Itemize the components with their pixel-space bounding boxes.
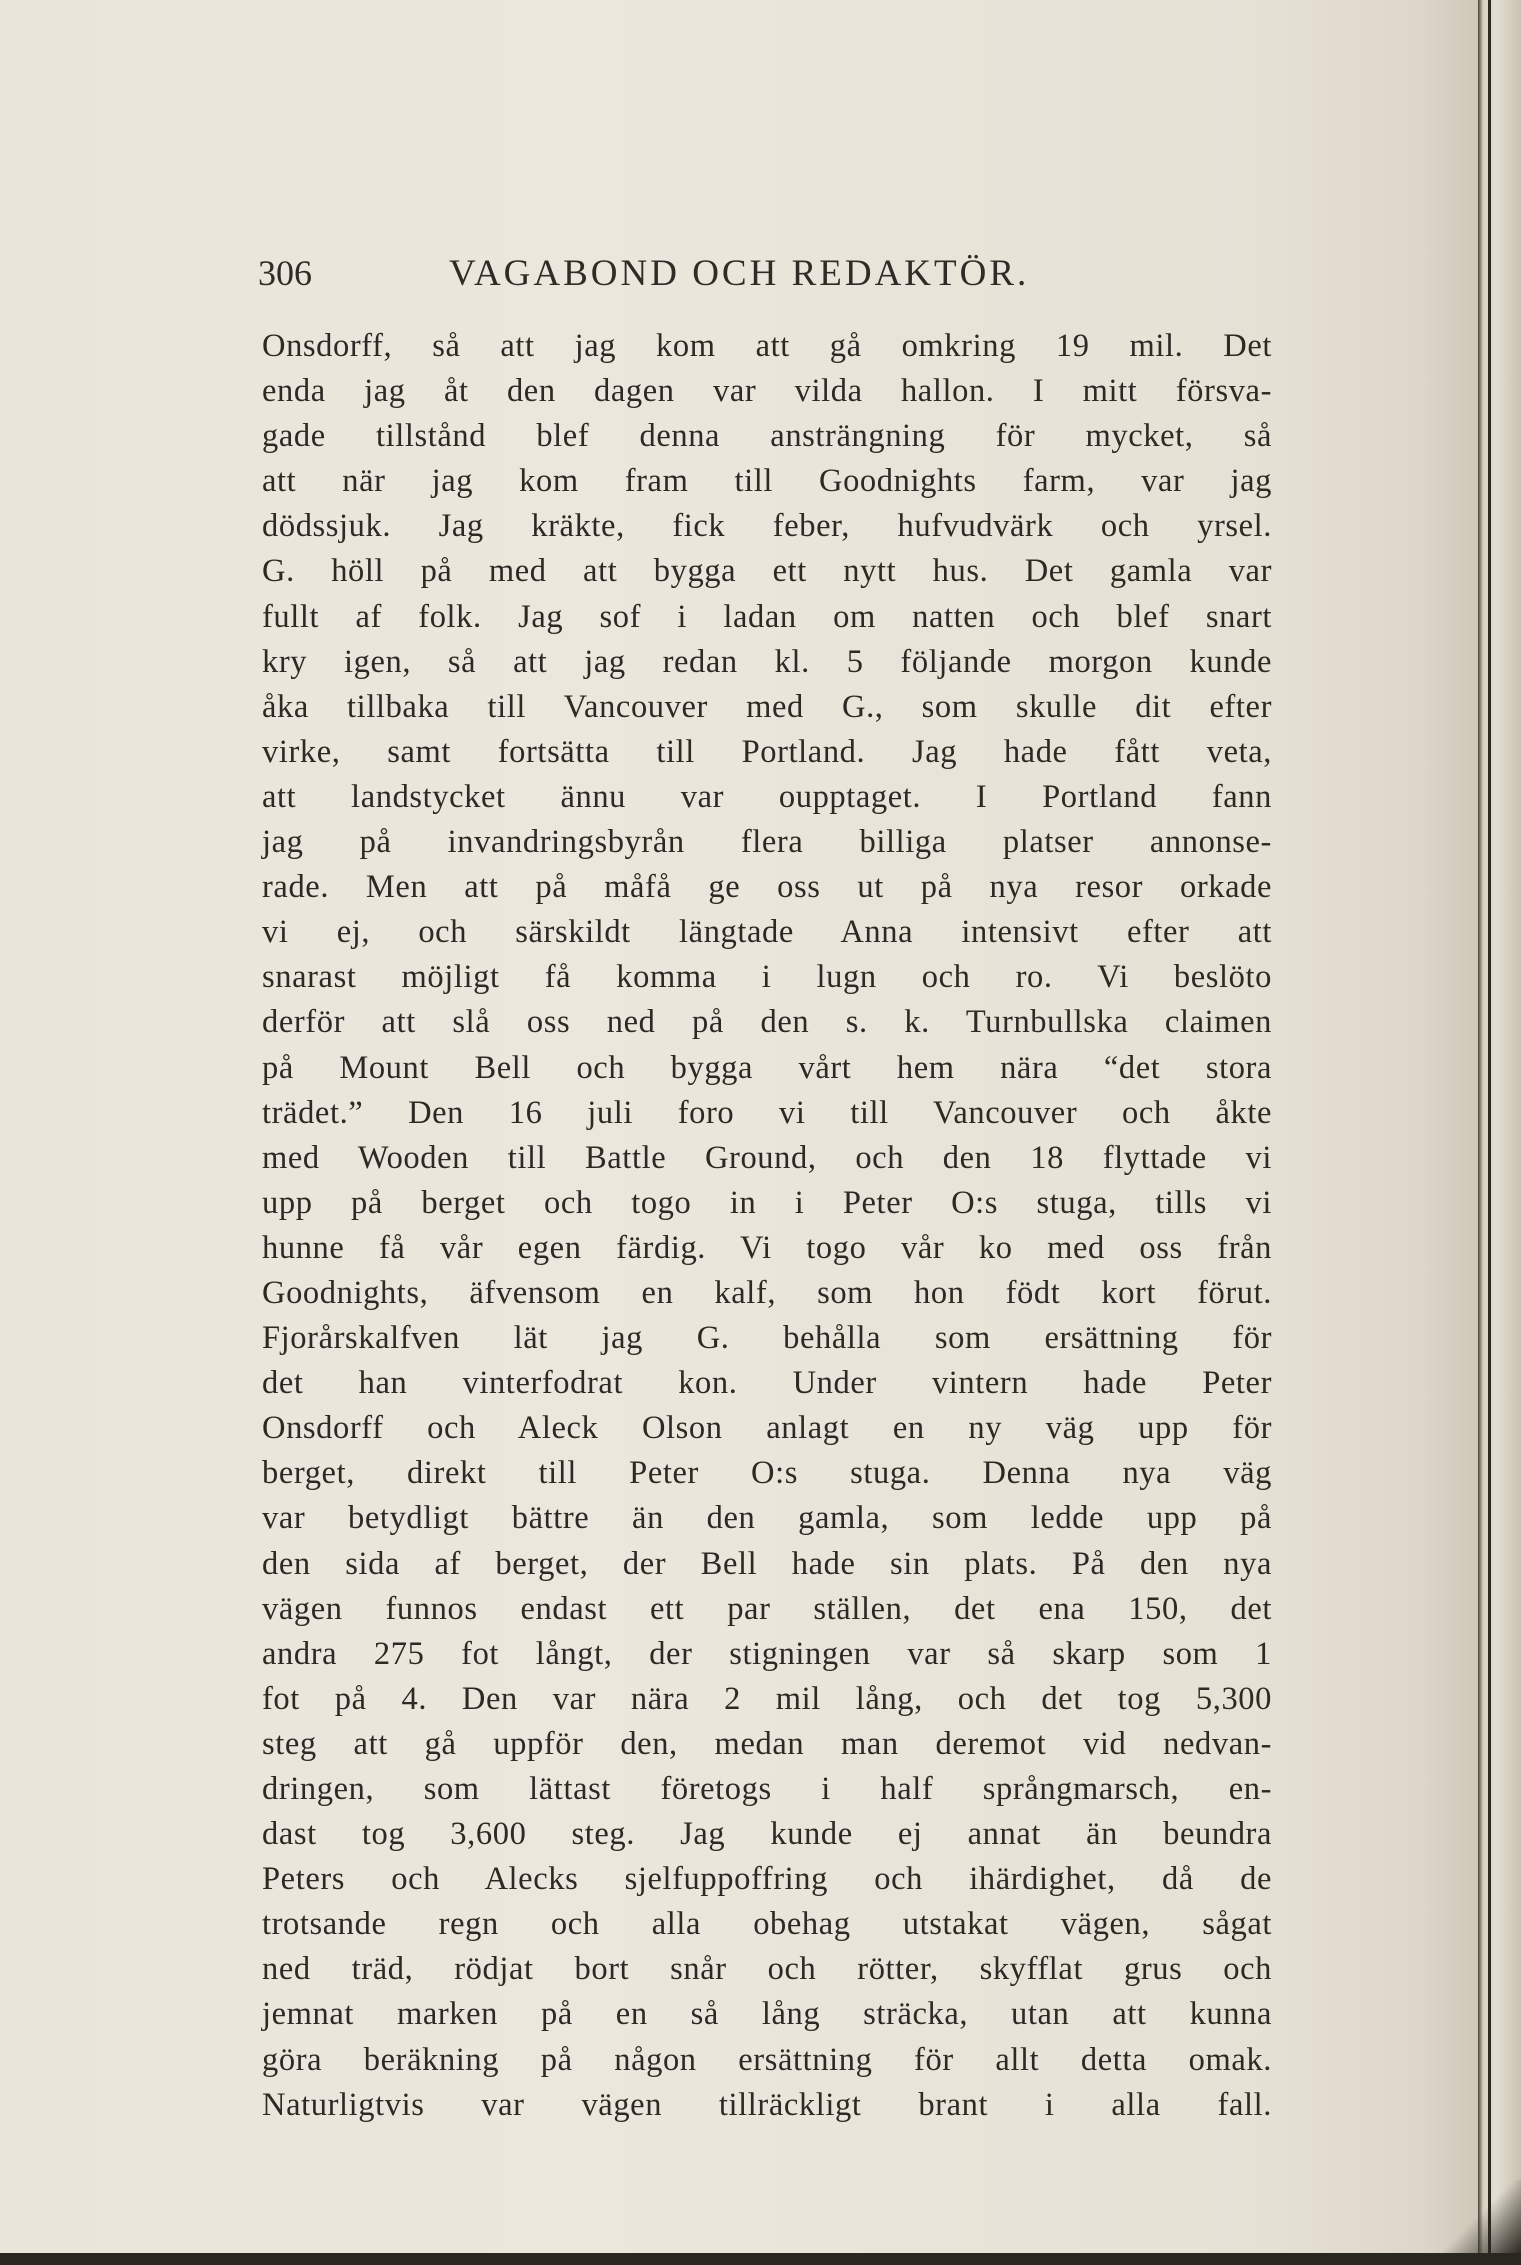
text-line: att när jag kom fram till Goodnights farm, var jag (262, 463, 1272, 500)
text-line: virke, samt fortsätta till Portland. Jag hade fått veta, (262, 733, 1272, 770)
text-line: trotsande regn och alla obehag utstakat vägen, sågat (262, 1906, 1272, 1943)
text-line: dödssjuk. Jag kräkte, fick feber, hufvudvärk och yrsel. (262, 508, 1272, 545)
text-line: göra beräkning på någon ersättning för allt detta omak. (262, 2041, 1272, 2078)
text-line: rade. Men att på måfå ge oss ut på nya resor orkade (262, 869, 1272, 906)
text-line: andra 275 fot långt, der stigningen var så skarp som 1 (262, 1635, 1272, 1672)
text-line: det han vinterfodrat kon. Under vintern hade Peter (262, 1365, 1272, 1402)
text-line: G. höll på med att bygga ett nytt hus. Det gamla var (262, 553, 1272, 590)
text-line: steg att gå uppför den, medan man deremot vid nedvan- (262, 1725, 1272, 1762)
page-bottom-edge (0, 2253, 1521, 2265)
text-line: upp på berget och togo in i Peter O:s stuga, tills vi (262, 1184, 1272, 1221)
text-line: på Mount Bell och bygga vårt hem nära “det stora (262, 1049, 1272, 1086)
text-line: snarast möjligt få komma i lugn och ro. Vi beslöto (262, 959, 1272, 996)
text-line: gade tillstånd blef denna ansträngning för mycket, så (262, 418, 1272, 455)
text-line: derför att slå oss ned på den s. k. Turnbullska claimen (262, 1004, 1272, 1041)
text-line: åka tillbaka till Vancouver med G., som skulle dit efter (262, 688, 1272, 725)
text-line: kry igen, så att jag redan kl. 5 följande morgon kunde (262, 643, 1272, 680)
binding-edge-line (1488, 0, 1491, 2265)
text-line: fullt af folk. Jag sof i ladan om natten och blef snart (262, 598, 1272, 635)
text-line: vi ej, och särskildt längtade Anna intensivt efter att (262, 914, 1272, 951)
text-line: fot på 4. Den var nära 2 mil lång, och det tog 5,300 (262, 1680, 1272, 1717)
text-line: var betydligt bättre än den gamla, som ledde upp på (262, 1500, 1272, 1537)
text-line: att landstycket ännu var oupptaget. I Portland fann (262, 778, 1272, 815)
text-line: hunne få vår egen färdig. Vi togo vår ko med oss från (262, 1229, 1272, 1266)
book-binding (1478, 0, 1521, 2265)
text-line: Naturligtvis var vägen tillräckligt brant i alla fall. (262, 2086, 1272, 2123)
text-line: berget, direkt till Peter O:s stuga. Denna nya väg (262, 1455, 1272, 1492)
running-head (258, 250, 1288, 310)
text-line: jag på invandringsbyrån flera billiga platser annonse- (262, 824, 1272, 861)
text-line: ned träd, rödjat bort snår och rötter, skyfflat grus och (262, 1951, 1272, 1988)
text-line: dringen, som lättast företogs i half språngmarsch, en- (262, 1771, 1272, 1807)
text-line: trädet.” Den 16 juli foro vi till Vancouver och åkte (262, 1094, 1272, 1131)
text-line: dast tog 3,600 steg. Jag kunde ej annat än beundra (262, 1816, 1272, 1853)
page-corner-shadow (1430, 2180, 1521, 2255)
text-line: med Wooden till Battle Ground, och den 18 flyttade vi (262, 1139, 1272, 1176)
text-line: vägen funnos endast ett par ställen, det ena 150, det (262, 1590, 1272, 1627)
text-line: Fjorårskalfven lät jag G. behålla som ersättning för (262, 1320, 1272, 1357)
page-number: 306 (258, 253, 312, 293)
text-line: Onsdorff och Aleck Olson anlagt en ny väg upp för (262, 1410, 1272, 1447)
running-title: VAGABOND OCH REDAKTÖR. (449, 253, 1030, 294)
text-line: enda jag åt den dagen var vilda hallon. I mitt försva- (262, 373, 1272, 410)
text-line: den sida af berget, der Bell hade sin plats. På den nya (262, 1545, 1272, 1582)
text-line: Peters och Alecks sjelfuppoffring och ihärdighet, då de (262, 1861, 1272, 1898)
text-line: jemnat marken på en så lång sträcka, utan att kunna (262, 1996, 1272, 2033)
body-text (262, 324, 1272, 2128)
text-line: Goodnights, äfvensom en kalf, som hon födt kort förut. (262, 1274, 1272, 1311)
text-line: Onsdorff, så att jag kom att gå omkring 19 mil. Det (262, 328, 1272, 364)
